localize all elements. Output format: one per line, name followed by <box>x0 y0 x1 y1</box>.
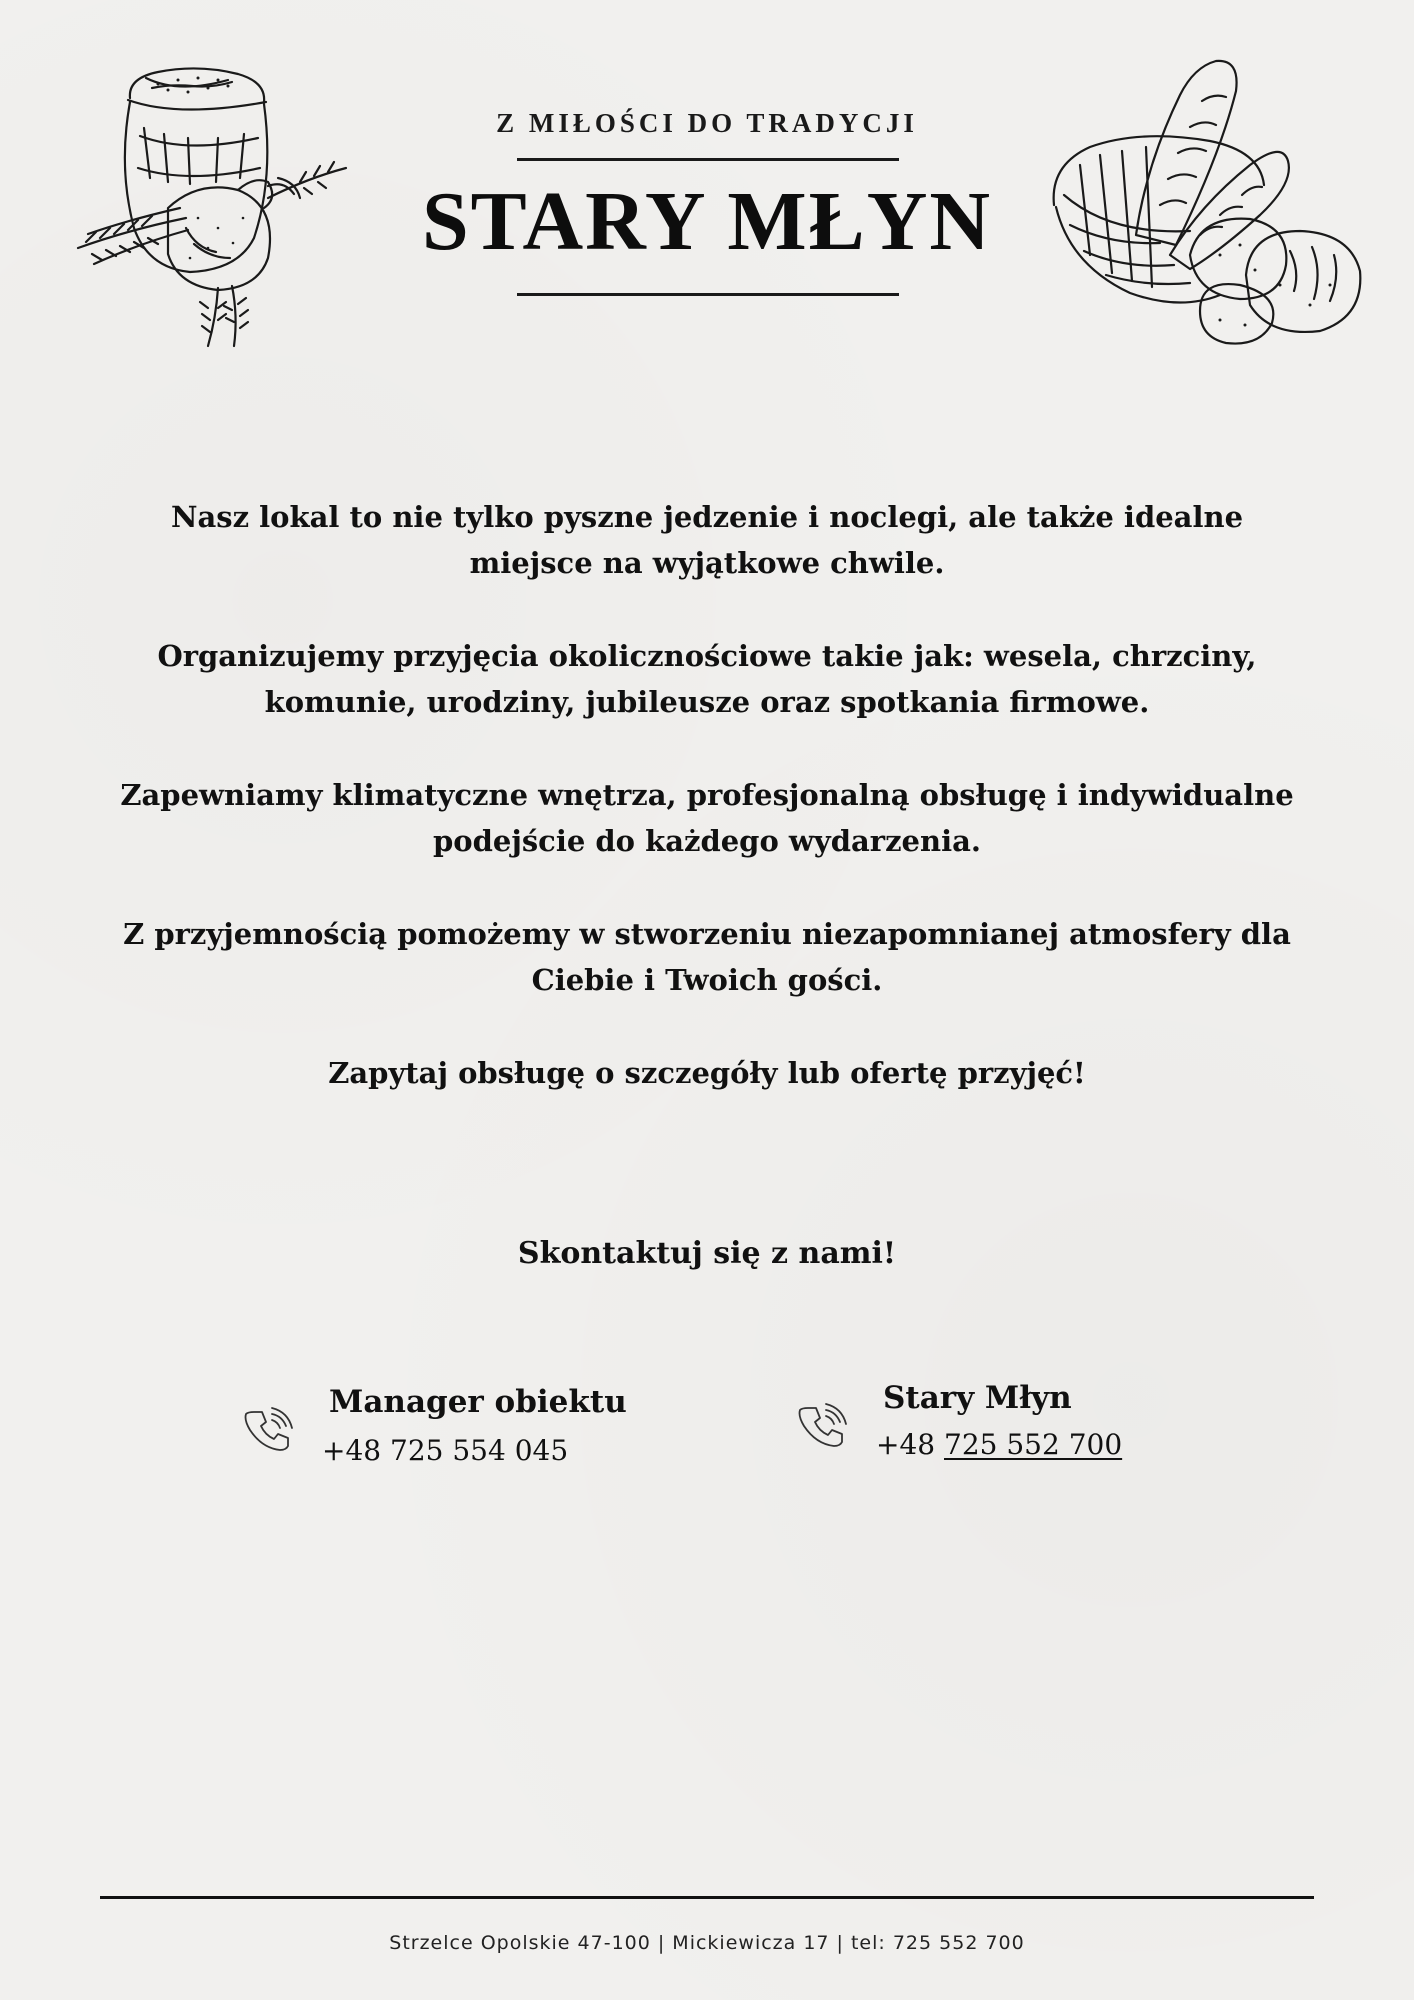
contact-manager-phone[interactable] <box>322 1434 568 1467</box>
header <box>0 0 1414 360</box>
header-rule-bottom <box>517 293 899 296</box>
contact-stary-mlyn-name: Stary Młyn <box>883 1380 1072 1416</box>
phone-link[interactable]: 725 552 700 <box>944 1428 1123 1461</box>
body-text <box>110 494 1304 1143</box>
contact-stary-mlyn <box>798 1380 1158 1470</box>
page-title: STARY MŁYN <box>421 175 993 268</box>
bread-basket-icon <box>1050 55 1370 350</box>
phone-prefix: +48 <box>876 1428 944 1461</box>
paragraph-ask: Zapytaj obsługę o szczegóły lub ofertę przyjęć! <box>328 1056 1086 1090</box>
phone-icon <box>244 1406 294 1456</box>
footer-divider <box>100 1896 1314 1899</box>
contact-stary-mlyn-phone[interactable] <box>876 1428 1122 1461</box>
header-subtitle: Z MIŁOŚCI DO TRADYCJI <box>496 108 918 138</box>
paragraph-intro: Nasz lokal to nie tylko pyszne jedzenie i noclegi, ale także idealne miejsce na wyjątkowe chwile. <box>170 500 1244 580</box>
paragraph-service: Zapewniamy klimatyczne wnętrza, profesjonalną obsługę i indywidualne podejście do każdego wydarzenia. <box>120 778 1294 858</box>
phone-prefix: +48 <box>322 1434 390 1467</box>
contact-manager <box>244 1384 627 1474</box>
header-rule-top <box>517 158 899 161</box>
phone-icon <box>798 1402 848 1452</box>
footer-address: Strzelce Opolskie 47-100 | Mickiewicza 17 | tel: 725 552 700 <box>389 1932 1025 1954</box>
phone-number[interactable]: 725 554 045 <box>390 1434 569 1467</box>
paragraph-atmosphere: Z przyjemnością pomożemy w stworzeniu niezapomnianej atmosfery dla Ciebie i Twoich gości. <box>123 917 1291 997</box>
contact-heading: Skontaktuj się z nami! <box>517 1236 897 1271</box>
contact-manager-name: Manager obiektu <box>329 1384 627 1420</box>
paragraph-events: Organizujemy przyjęcia okolicznościowe takie jak: wesela, chrzciny, komunie, urodziny, jubileusze oraz spotkania firmowe. <box>157 639 1257 719</box>
